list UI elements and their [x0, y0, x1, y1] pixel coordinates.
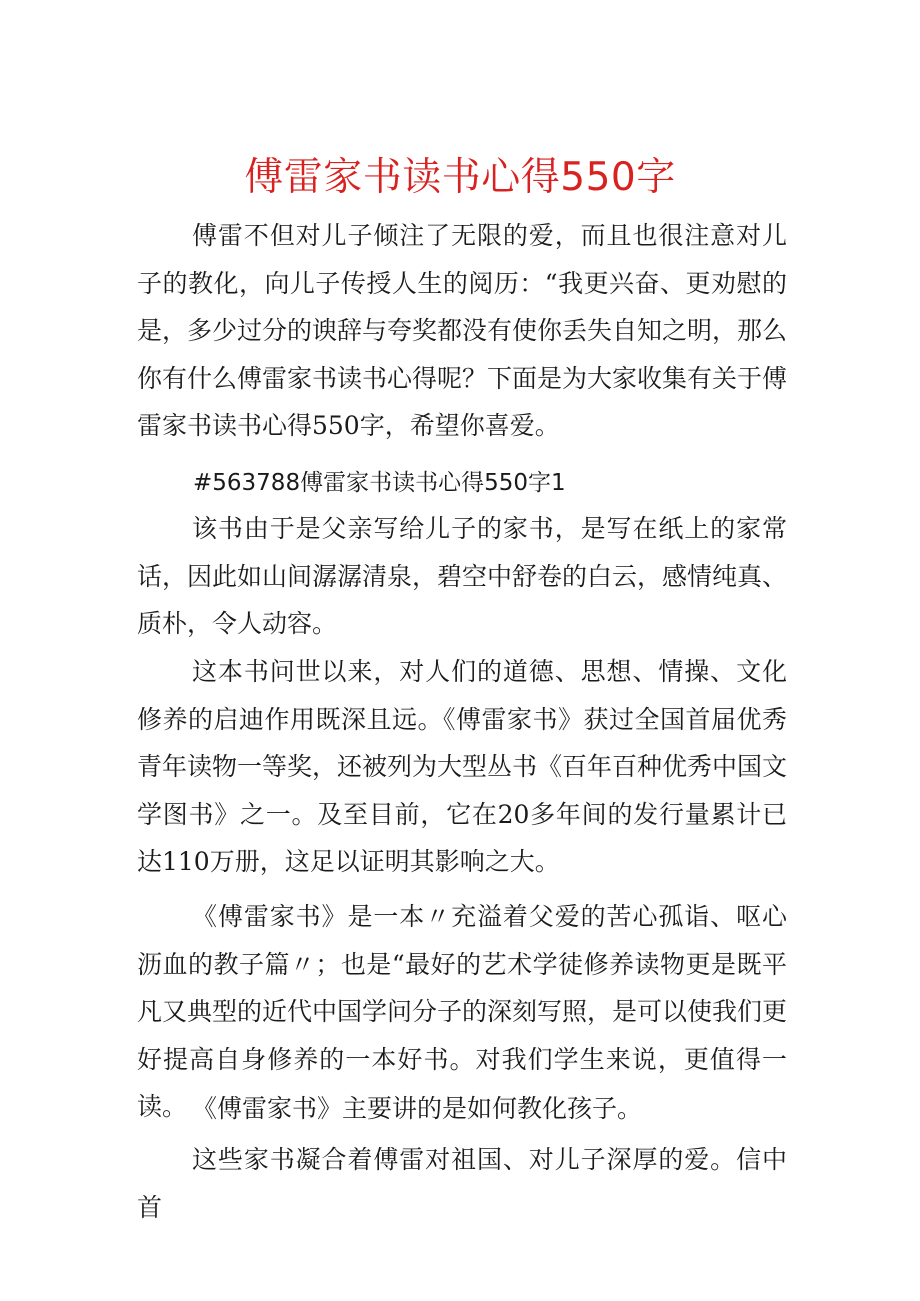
body-paragraph-4: 《傅雷家书》主要讲的是如何教化孩子。: [192, 1094, 643, 1123]
document-title: 傅雷家书读书心得550字: [244, 155, 676, 200]
body-paragraph-5: 这些家书凝合着傅雷对祖国、对儿子深厚的爱。信中首: [137, 1145, 787, 1222]
section-heading: #563788傅雷家书读书心得550字1: [193, 470, 566, 496]
body-paragraph-3: 《傅雷家书》是一本〃充溢着父爱的苦心孤诣、呕心沥血的教子篇〃；也是“最好的艺术学徒修养读物更是既平凡又典型的近代中国学问分子的深刻写照，是可以使我们更好提高自身修养的一本好书。对我们学生来说，更值得一读。: [137, 902, 788, 1121]
body-paragraph-2: 这本书问世以来，对人们的道德、思想、情操、文化修养的启迪作用既深且远。《傅雷家书》获过全国首届优秀青年读物一等奖，还被列为大型丛书《百年百种优秀中国文学图书》之一。及至目前，它在20多年间的发行量累计已达110万册，这足以证明其影响之大。: [137, 657, 788, 876]
body-paragraph-1: 该书由于是父亲写给儿子的家书，是写在纸上的家常话，因此如山间潺潺清泉，碧空中舒卷的白云，感情纯真、质朴，令人动容。: [137, 514, 788, 638]
intro-paragraph: 傅雷不但对儿子倾注了无限的爱，而且也很注意对儿子的教化，向儿子传授人生的阅历：“我更兴奋、更劝慰的是，多少过分的谀辞与夸奖都没有使你丢失自知之明，那么你有什么傅雷家书读书心得呢？下面是为大家收集有关于傅雷家书读书心得550字，希望你喜爱。: [137, 221, 788, 440]
